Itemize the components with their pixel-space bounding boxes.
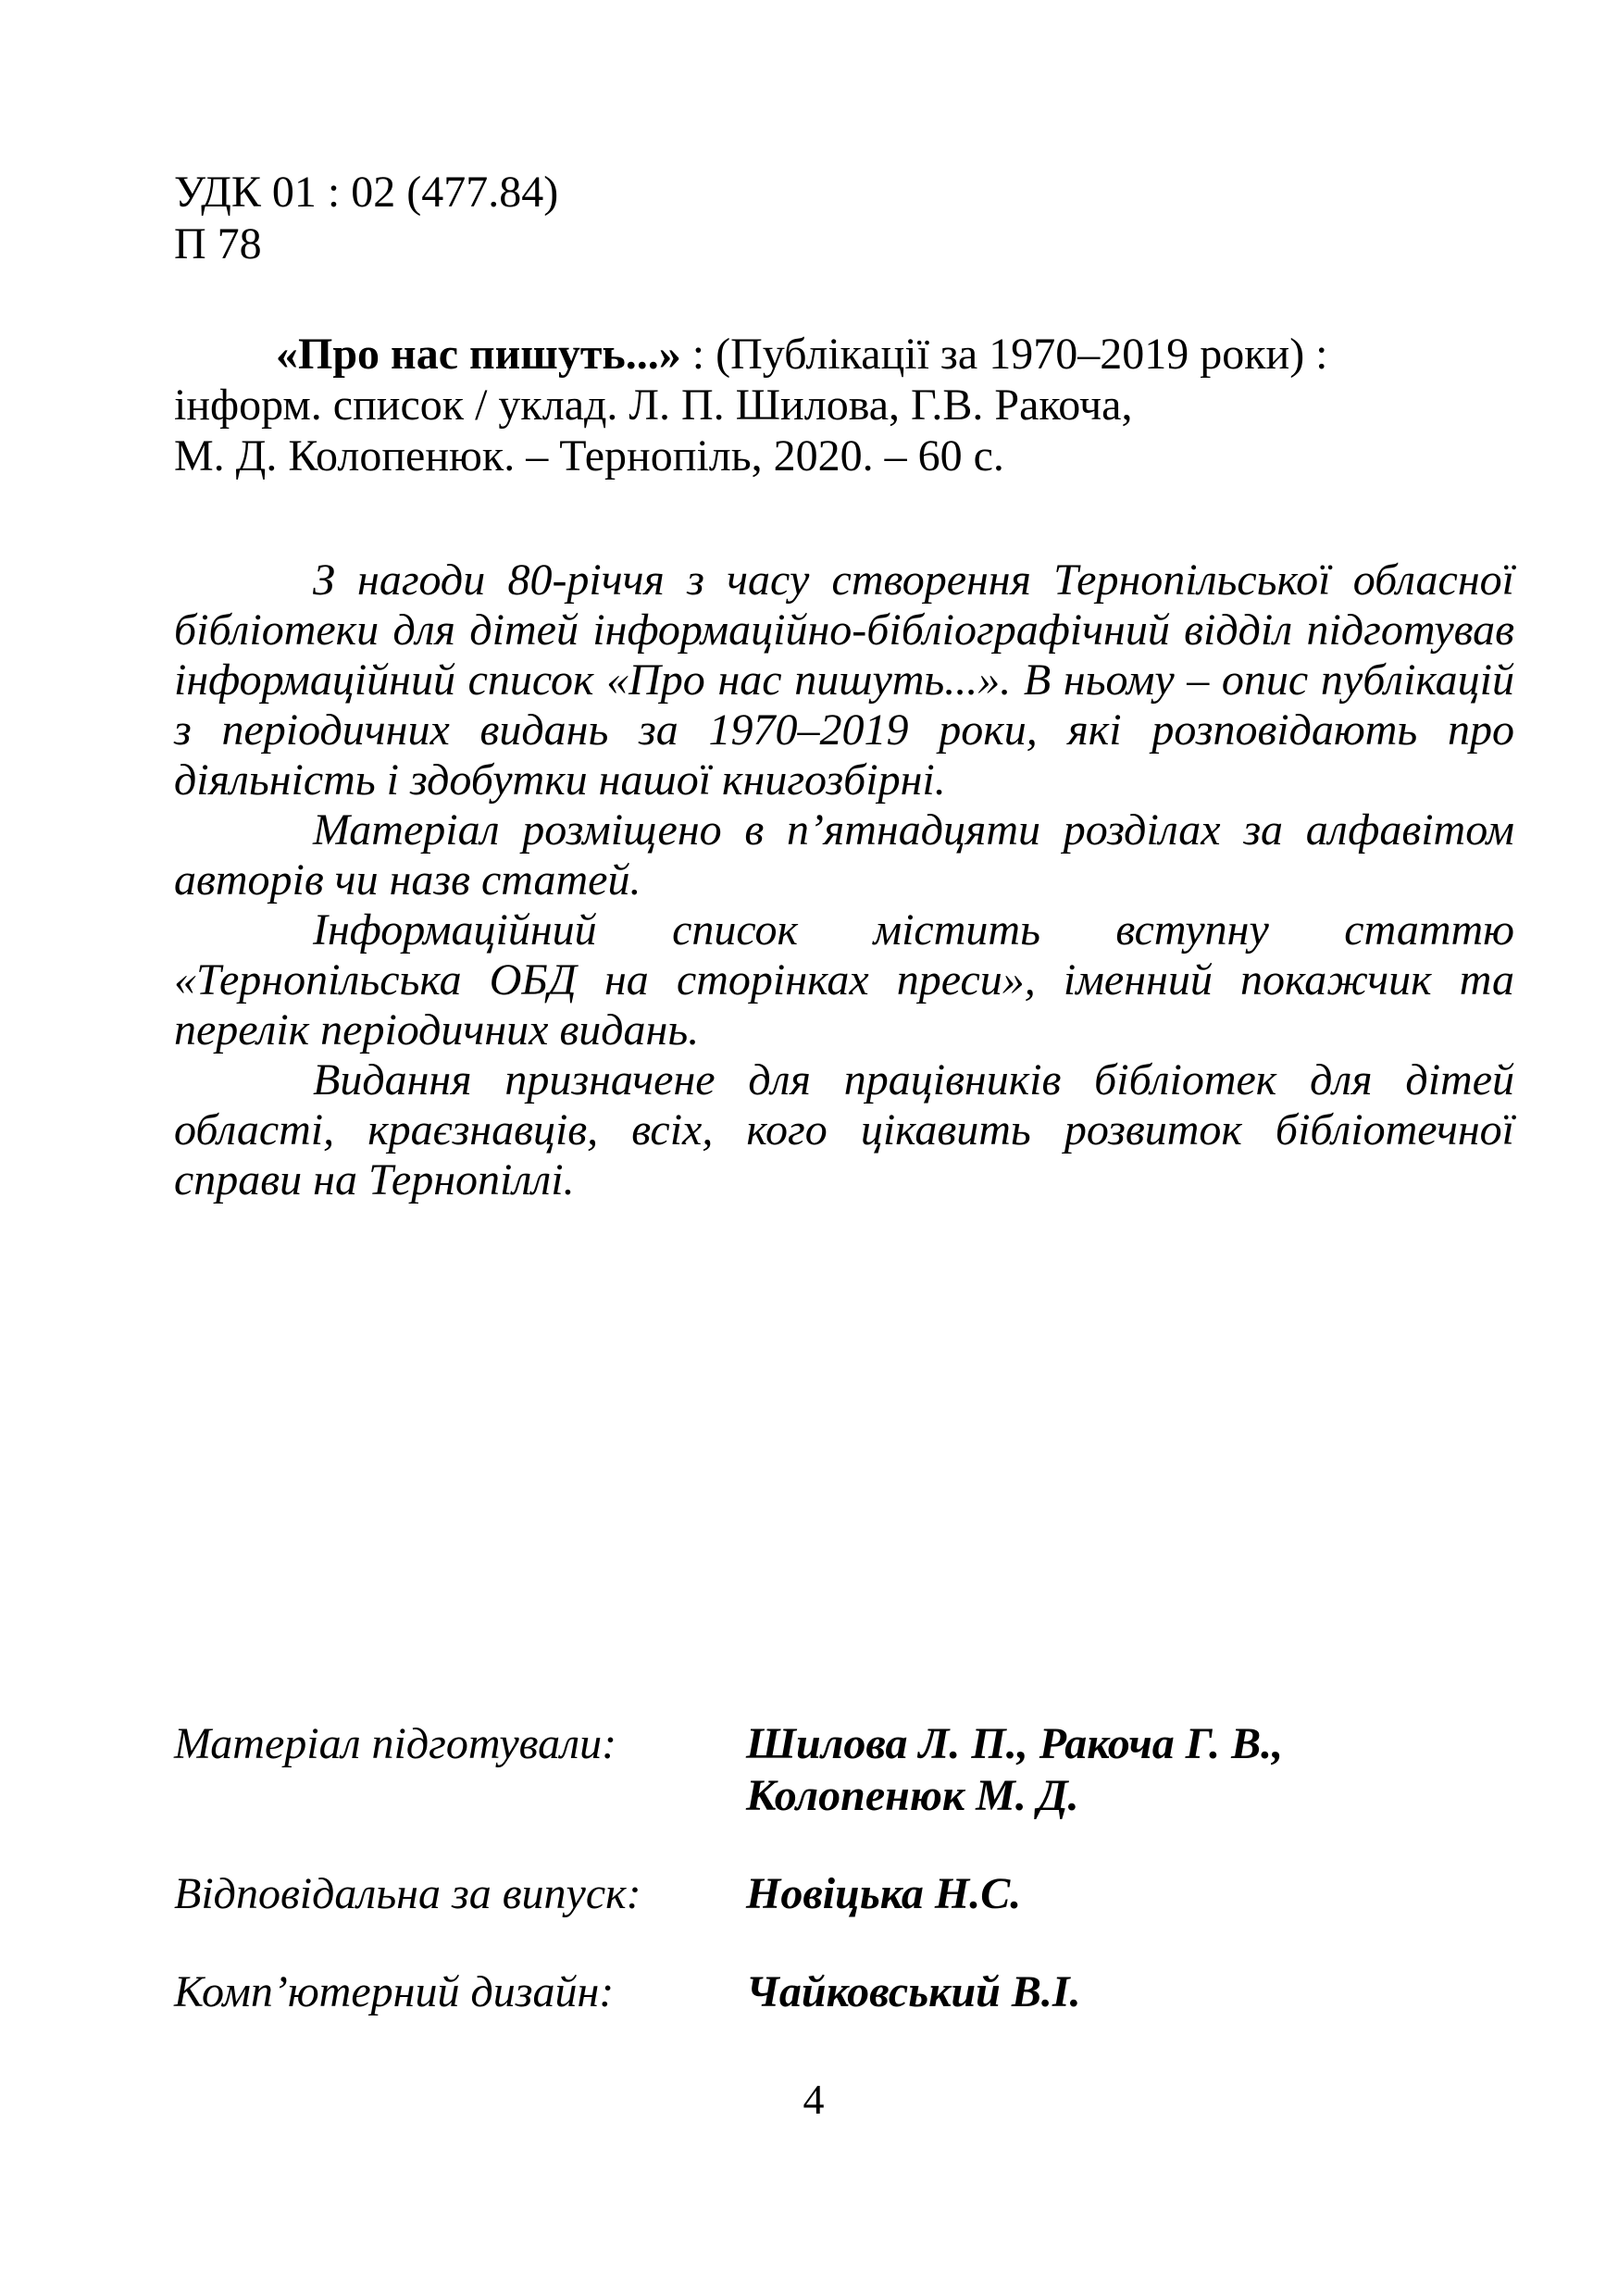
citation-line-1-rest: : (Публікації за 1970–2019 роки) : bbox=[680, 330, 1328, 379]
prepared-by-names-2: Колопенюк М. Д. bbox=[746, 1771, 1079, 1820]
prepared-by-names-1: Шилова Л. П., Ракоча Г. В., bbox=[746, 1719, 1284, 1768]
abstract bbox=[174, 555, 1514, 1205]
citation-line-3: М. Д. Колопенюк. – Тернопіль, 2020. – 60 с. bbox=[174, 431, 1004, 480]
prepared-by-label: Матеріал підготували: bbox=[174, 1719, 617, 1768]
citation-line-1 bbox=[276, 329, 1328, 381]
abstract-paragraph-4: Видання призначене для працівників бібліотек для дітей області, краєзнавців, всіх, кого цікавить розвиток бібліотечної справи на Тернопіллі. bbox=[174, 1055, 1514, 1204]
design-label: Комп’ютерний дизайн: bbox=[174, 1967, 615, 2016]
page-number: 4 bbox=[803, 2076, 825, 2123]
abstract-paragraph-2: Матеріал розміщено в п’ятнадцяти розділах за алфавітом авторів чи назв статей. bbox=[174, 805, 1514, 905]
author-index: П 78 bbox=[174, 219, 262, 268]
responsible-label: Відповідальна за випуск: bbox=[174, 1869, 641, 1918]
citation-title: «Про нас пишуть...» bbox=[276, 330, 681, 379]
responsible-name: Новіцька Н.С. bbox=[746, 1869, 1022, 1918]
udk-code: УДК 01 : 02 (477.84) bbox=[174, 168, 559, 217]
abstract-paragraph-1: З нагоди 80-річчя з часу створення Тернопільської обласної бібліотеки для дітей інформаційно-бібліографічний відділ підготував інформаційний список «Про нас пишуть...». В ньому – опис публікацій з періодичних видань за 1970–2019 роки, які розповідають про діяльність і здобутки нашої книгозбірні. bbox=[174, 555, 1514, 805]
abstract-paragraph-3: Інформаційний список містить вступну статтю «Тернопільська ОБД на сторінках преси», іменний покажчик та перелік періодичних видань. bbox=[174, 905, 1514, 1054]
citation-line-2: інформ. список / уклад. Л. П. Шилова, Г.В. Ракоча, bbox=[174, 381, 1133, 430]
design-name: Чайковський В.І. bbox=[746, 1967, 1081, 2016]
